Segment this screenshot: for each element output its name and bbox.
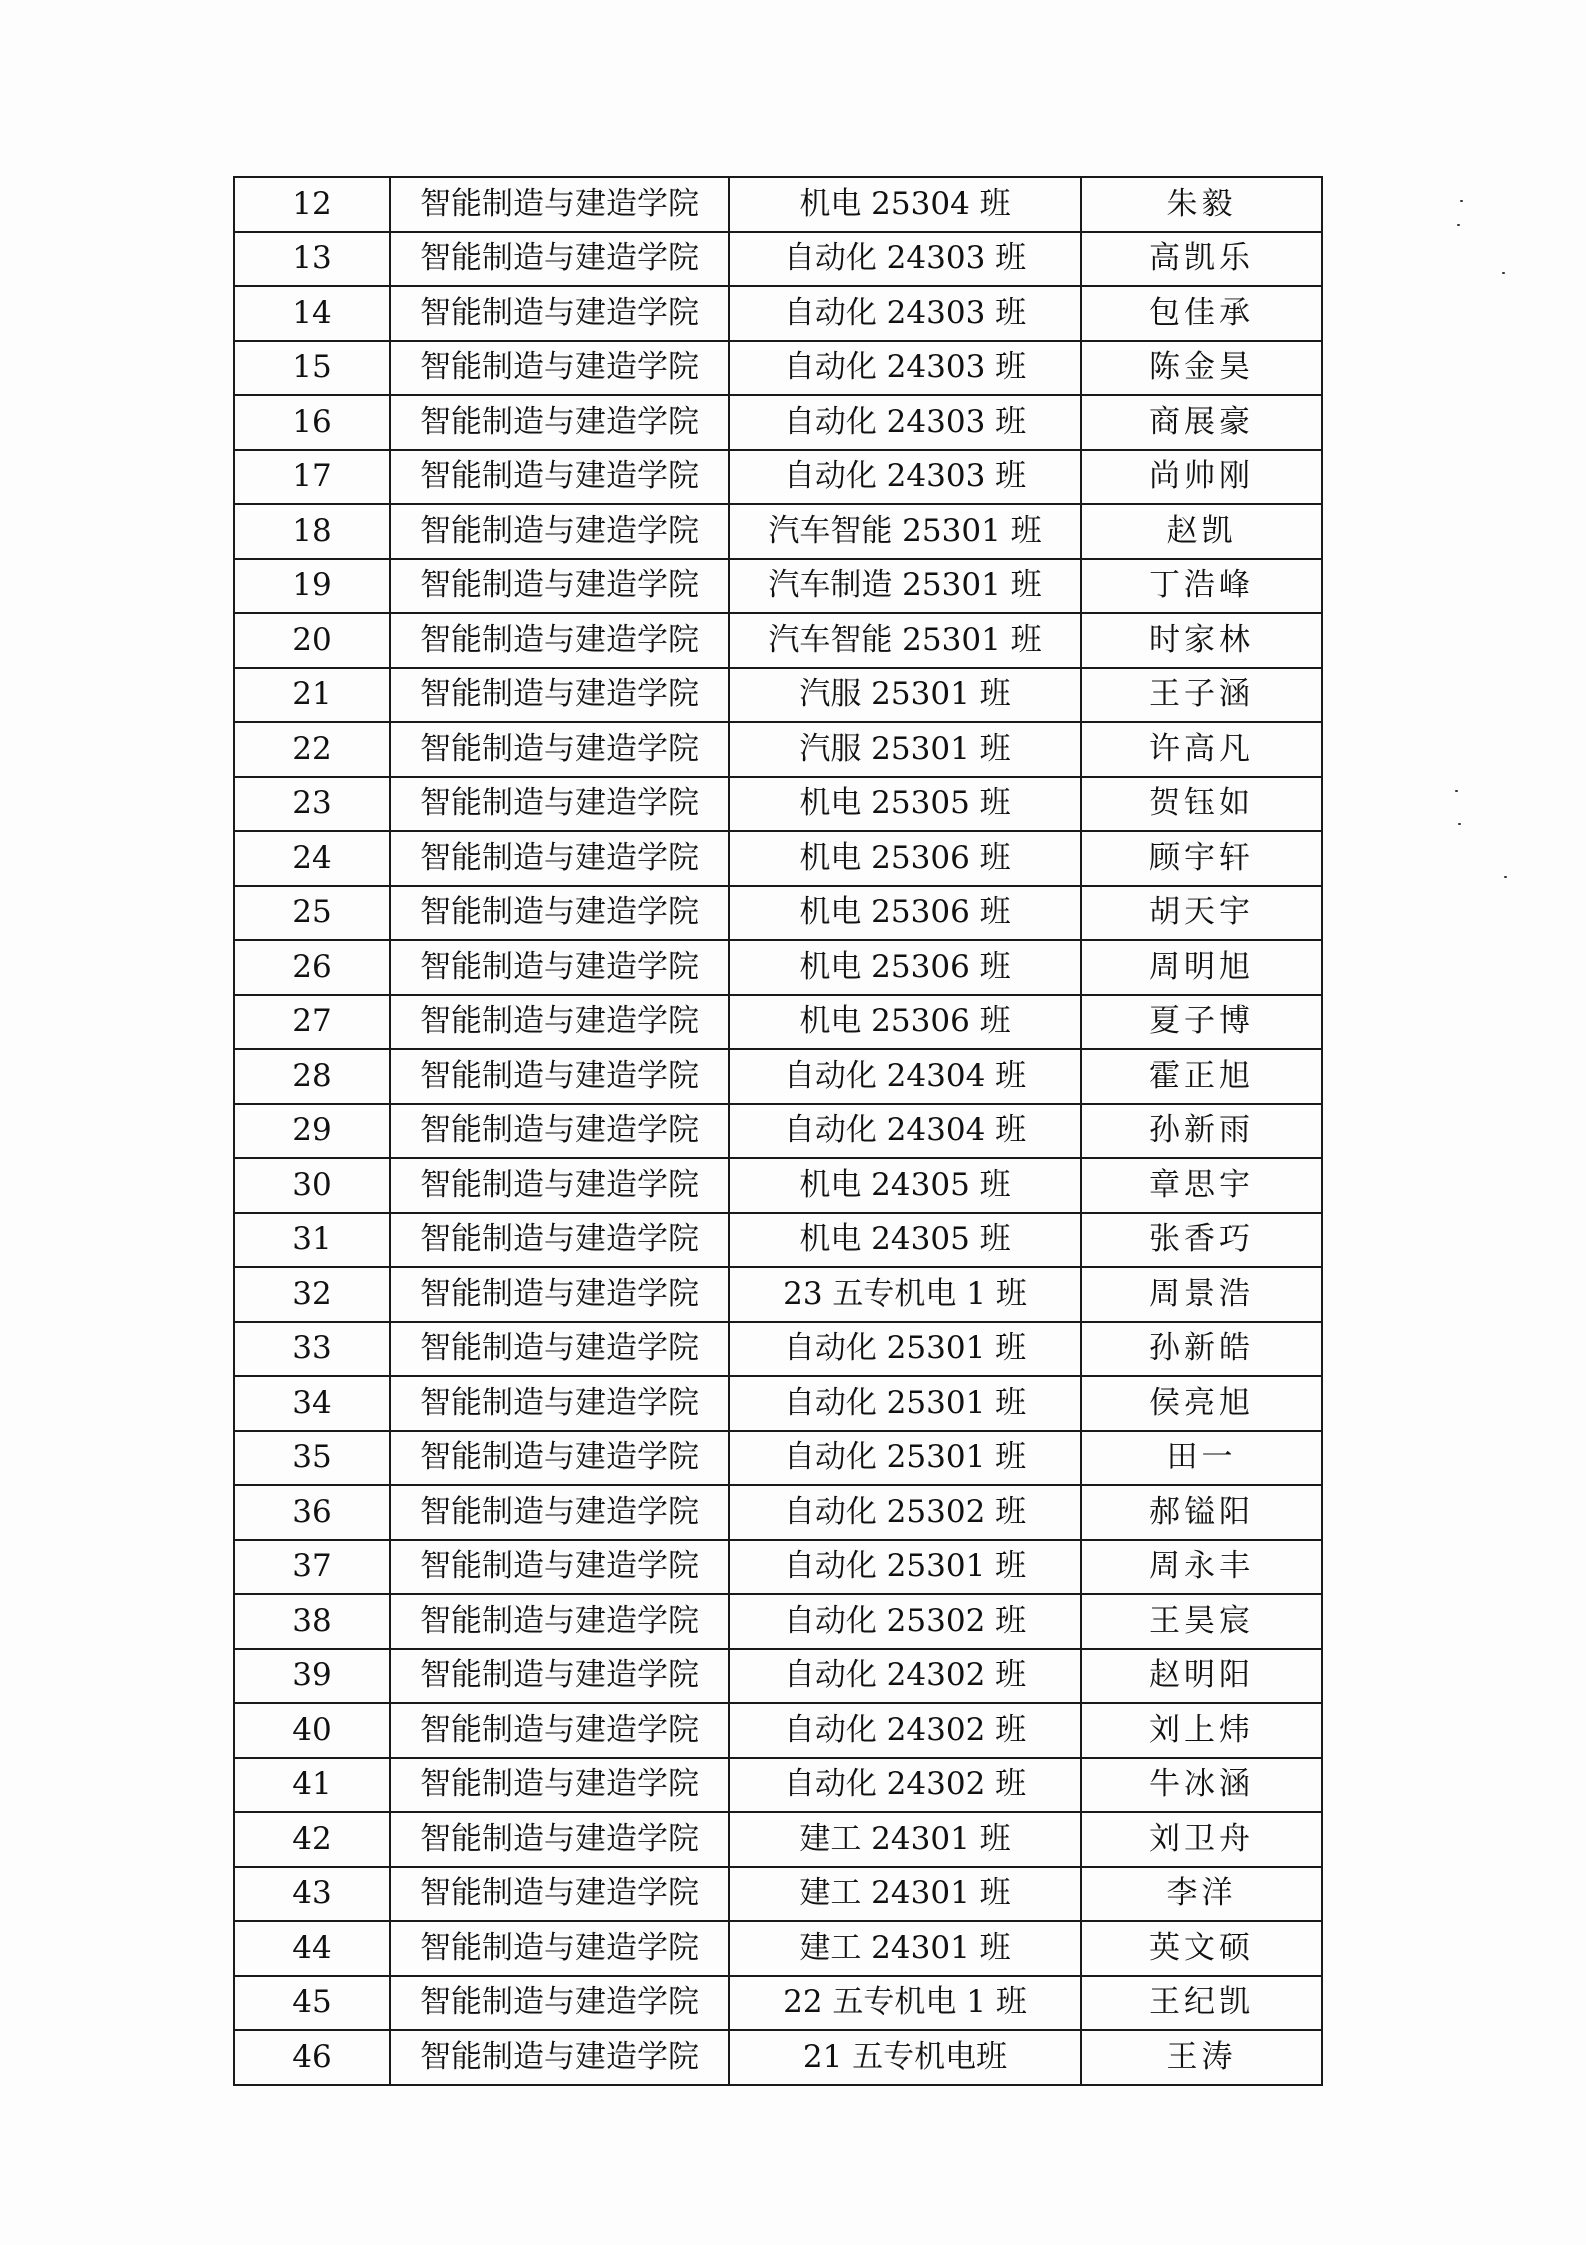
row-number-cell: 27	[234, 995, 390, 1050]
college-cell: 智能制造与建造学院	[390, 1703, 729, 1758]
table-row	[234, 1376, 1322, 1431]
table-row	[234, 232, 1322, 287]
student-name-cell: 朱毅	[1081, 177, 1322, 232]
table-row	[234, 1213, 1322, 1268]
college-cell: 智能制造与建造学院	[390, 286, 729, 341]
table-row	[234, 668, 1322, 723]
student-name-cell: 时家林	[1081, 613, 1322, 668]
student-name-cell: 牛冰涵	[1081, 1758, 1322, 1813]
college-cell: 智能制造与建造学院	[390, 995, 729, 1050]
row-number-cell: 30	[234, 1158, 390, 1213]
student-name-cell: 孙新皓	[1081, 1322, 1322, 1377]
table-row	[234, 504, 1322, 559]
row-number-cell: 24	[234, 831, 390, 886]
college-cell: 智能制造与建造学院	[390, 2030, 729, 2085]
college-cell: 智能制造与建造学院	[390, 1322, 729, 1377]
class-cell: 自动化 25302 班	[729, 1485, 1081, 1540]
college-cell: 智能制造与建造学院	[390, 177, 729, 232]
row-number-cell: 16	[234, 395, 390, 450]
row-number-cell: 13	[234, 232, 390, 287]
row-number-cell: 46	[234, 2030, 390, 2085]
student-name-cell: 王昊宸	[1081, 1594, 1322, 1649]
row-number-cell: 39	[234, 1649, 390, 1704]
row-number-cell: 29	[234, 1104, 390, 1159]
table-row	[234, 1867, 1322, 1922]
student-name-cell: 霍正旭	[1081, 1049, 1322, 1104]
student-name-cell: 章思宇	[1081, 1158, 1322, 1213]
table-row	[234, 341, 1322, 396]
student-name-cell: 田一	[1081, 1431, 1322, 1486]
row-number-cell: 33	[234, 1322, 390, 1377]
college-cell: 智能制造与建造学院	[390, 1376, 729, 1431]
class-cell: 自动化 24302 班	[729, 1649, 1081, 1704]
table-row	[234, 1703, 1322, 1758]
table-row	[234, 1104, 1322, 1159]
student-name-cell: 侯亮旭	[1081, 1376, 1322, 1431]
scan-speck	[1460, 200, 1463, 202]
college-cell: 智能制造与建造学院	[390, 1158, 729, 1213]
class-cell: 机电 25306 班	[729, 940, 1081, 995]
class-cell: 自动化 25301 班	[729, 1376, 1081, 1431]
class-cell: 自动化 24302 班	[729, 1703, 1081, 1758]
class-cell: 汽车智能 25301 班	[729, 504, 1081, 559]
scan-speck	[1502, 272, 1505, 274]
college-cell: 智能制造与建造学院	[390, 1867, 729, 1922]
table-row	[234, 613, 1322, 668]
table-row	[234, 559, 1322, 614]
college-cell: 智能制造与建造学院	[390, 1213, 729, 1268]
student-name-cell: 包佳承	[1081, 286, 1322, 341]
class-cell: 自动化 25302 班	[729, 1594, 1081, 1649]
row-number-cell: 23	[234, 777, 390, 832]
student-name-cell: 李洋	[1081, 1867, 1322, 1922]
class-cell: 机电 25304 班	[729, 177, 1081, 232]
table-row	[234, 1976, 1322, 2031]
class-cell: 自动化 24303 班	[729, 450, 1081, 505]
row-number-cell: 43	[234, 1867, 390, 1922]
row-number-cell: 35	[234, 1431, 390, 1486]
student-roster-table	[233, 176, 1323, 2086]
class-cell: 汽服 25301 班	[729, 668, 1081, 723]
student-name-cell: 郝镒阳	[1081, 1485, 1322, 1540]
row-number-cell: 41	[234, 1758, 390, 1813]
college-cell: 智能制造与建造学院	[390, 613, 729, 668]
table-row	[234, 1649, 1322, 1704]
class-cell: 机电 24305 班	[729, 1213, 1081, 1268]
class-cell: 汽车制造 25301 班	[729, 559, 1081, 614]
student-name-cell: 夏子博	[1081, 995, 1322, 1050]
row-number-cell: 34	[234, 1376, 390, 1431]
row-number-cell: 36	[234, 1485, 390, 1540]
row-number-cell: 38	[234, 1594, 390, 1649]
row-number-cell: 37	[234, 1540, 390, 1595]
student-name-cell: 王涛	[1081, 2030, 1322, 2085]
class-cell: 汽车智能 25301 班	[729, 613, 1081, 668]
class-cell: 自动化 24303 班	[729, 286, 1081, 341]
row-number-cell: 28	[234, 1049, 390, 1104]
class-cell: 自动化 24302 班	[729, 1758, 1081, 1813]
college-cell: 智能制造与建造学院	[390, 1485, 729, 1540]
table-row	[234, 1812, 1322, 1867]
student-name-cell: 高凯乐	[1081, 232, 1322, 287]
table-row	[234, 177, 1322, 232]
student-name-cell: 周明旭	[1081, 940, 1322, 995]
scan-speck	[1457, 224, 1460, 226]
college-cell: 智能制造与建造学院	[390, 940, 729, 995]
student-name-cell: 英文硕	[1081, 1921, 1322, 1976]
table-row	[234, 1322, 1322, 1377]
table-row	[234, 1431, 1322, 1486]
table-row	[234, 1540, 1322, 1595]
row-number-cell: 21	[234, 668, 390, 723]
table-row	[234, 2030, 1322, 2085]
row-number-cell: 18	[234, 504, 390, 559]
class-cell: 建工 24301 班	[729, 1867, 1081, 1922]
college-cell: 智能制造与建造学院	[390, 504, 729, 559]
college-cell: 智能制造与建造学院	[390, 1540, 729, 1595]
student-name-cell: 赵明阳	[1081, 1649, 1322, 1704]
college-cell: 智能制造与建造学院	[390, 1594, 729, 1649]
student-name-cell: 赵凯	[1081, 504, 1322, 559]
college-cell: 智能制造与建造学院	[390, 341, 729, 396]
college-cell: 智能制造与建造学院	[390, 668, 729, 723]
class-cell: 22 五专机电 1 班	[729, 1976, 1081, 2031]
student-name-cell: 周永丰	[1081, 1540, 1322, 1595]
table-row	[234, 886, 1322, 941]
class-cell: 建工 24301 班	[729, 1812, 1081, 1867]
row-number-cell: 22	[234, 722, 390, 777]
college-cell: 智能制造与建造学院	[390, 722, 729, 777]
student-name-cell: 贺钰如	[1081, 777, 1322, 832]
table-row	[234, 1594, 1322, 1649]
class-cell: 机电 25306 班	[729, 886, 1081, 941]
scan-speck	[1504, 876, 1507, 878]
row-number-cell: 42	[234, 1812, 390, 1867]
student-name-cell: 刘卫舟	[1081, 1812, 1322, 1867]
table-row	[234, 1921, 1322, 1976]
student-name-cell: 王纪凯	[1081, 1976, 1322, 2031]
table-row	[234, 1158, 1322, 1213]
student-name-cell: 丁浩峰	[1081, 559, 1322, 614]
roster-body	[234, 177, 1322, 2085]
college-cell: 智能制造与建造学院	[390, 831, 729, 886]
class-cell: 自动化 24304 班	[729, 1049, 1081, 1104]
row-number-cell: 25	[234, 886, 390, 941]
row-number-cell: 14	[234, 286, 390, 341]
college-cell: 智能制造与建造学院	[390, 1104, 729, 1159]
college-cell: 智能制造与建造学院	[390, 450, 729, 505]
class-cell: 自动化 25301 班	[729, 1431, 1081, 1486]
student-name-cell: 顾宇轩	[1081, 831, 1322, 886]
college-cell: 智能制造与建造学院	[390, 1267, 729, 1322]
student-name-cell: 尚帅刚	[1081, 450, 1322, 505]
row-number-cell: 26	[234, 940, 390, 995]
table-row	[234, 1485, 1322, 1540]
student-name-cell: 周景浩	[1081, 1267, 1322, 1322]
student-name-cell: 陈金昊	[1081, 341, 1322, 396]
table-row	[234, 777, 1322, 832]
table-row	[234, 450, 1322, 505]
row-number-cell: 31	[234, 1213, 390, 1268]
college-cell: 智能制造与建造学院	[390, 1758, 729, 1813]
row-number-cell: 44	[234, 1921, 390, 1976]
class-cell: 自动化 25301 班	[729, 1540, 1081, 1595]
student-name-cell: 商展豪	[1081, 395, 1322, 450]
class-cell: 机电 25306 班	[729, 995, 1081, 1050]
class-cell: 汽服 25301 班	[729, 722, 1081, 777]
college-cell: 智能制造与建造学院	[390, 777, 729, 832]
table-row	[234, 831, 1322, 886]
row-number-cell: 19	[234, 559, 390, 614]
class-cell: 23 五专机电 1 班	[729, 1267, 1081, 1322]
class-cell: 自动化 24303 班	[729, 341, 1081, 396]
student-name-cell: 许高凡	[1081, 722, 1322, 777]
class-cell: 自动化 24304 班	[729, 1104, 1081, 1159]
college-cell: 智能制造与建造学院	[390, 1976, 729, 2031]
table-row	[234, 1758, 1322, 1813]
college-cell: 智能制造与建造学院	[390, 1049, 729, 1104]
table-row	[234, 722, 1322, 777]
table-row	[234, 395, 1322, 450]
row-number-cell: 12	[234, 177, 390, 232]
student-name-cell: 张香巧	[1081, 1213, 1322, 1268]
table-row	[234, 940, 1322, 995]
scan-speck	[1458, 823, 1461, 825]
class-cell: 建工 24301 班	[729, 1921, 1081, 1976]
scan-speck	[1455, 790, 1458, 792]
class-cell: 自动化 25301 班	[729, 1322, 1081, 1377]
college-cell: 智能制造与建造学院	[390, 886, 729, 941]
class-cell: 机电 25306 班	[729, 831, 1081, 886]
row-number-cell: 40	[234, 1703, 390, 1758]
table-row	[234, 1049, 1322, 1104]
class-cell: 机电 25305 班	[729, 777, 1081, 832]
student-name-cell: 胡天宇	[1081, 886, 1322, 941]
table-row	[234, 286, 1322, 341]
class-cell: 机电 24305 班	[729, 1158, 1081, 1213]
college-cell: 智能制造与建造学院	[390, 395, 729, 450]
student-name-cell: 王子涵	[1081, 668, 1322, 723]
college-cell: 智能制造与建造学院	[390, 1649, 729, 1704]
college-cell: 智能制造与建造学院	[390, 559, 729, 614]
student-name-cell: 孙新雨	[1081, 1104, 1322, 1159]
row-number-cell: 17	[234, 450, 390, 505]
row-number-cell: 45	[234, 1976, 390, 2031]
row-number-cell: 32	[234, 1267, 390, 1322]
class-cell: 21 五专机电班	[729, 2030, 1081, 2085]
college-cell: 智能制造与建造学院	[390, 232, 729, 287]
student-name-cell: 刘上炜	[1081, 1703, 1322, 1758]
row-number-cell: 20	[234, 613, 390, 668]
class-cell: 自动化 24303 班	[729, 232, 1081, 287]
class-cell: 自动化 24303 班	[729, 395, 1081, 450]
college-cell: 智能制造与建造学院	[390, 1921, 729, 1976]
row-number-cell: 15	[234, 341, 390, 396]
college-cell: 智能制造与建造学院	[390, 1812, 729, 1867]
college-cell: 智能制造与建造学院	[390, 1431, 729, 1486]
table-row	[234, 995, 1322, 1050]
table-row	[234, 1267, 1322, 1322]
